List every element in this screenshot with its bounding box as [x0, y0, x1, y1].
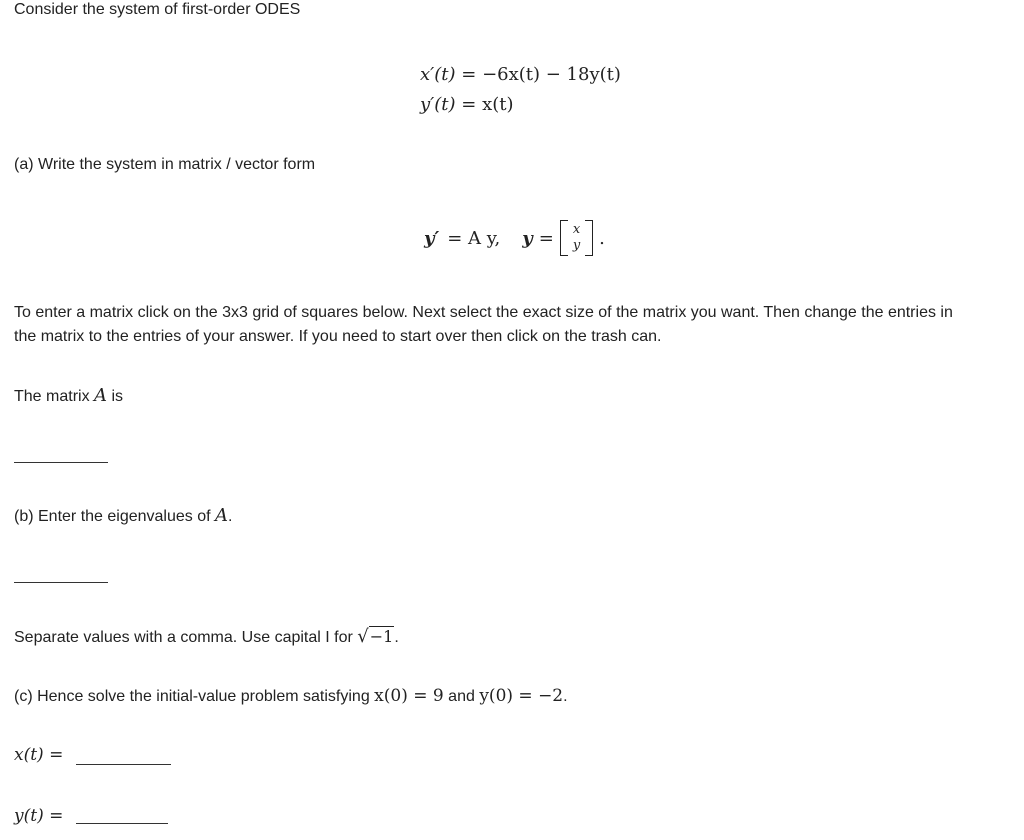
vector-bottom-entry: y: [572, 238, 581, 253]
matrix-symbol: A: [94, 385, 108, 406]
y-solution-blank[interactable]: [76, 823, 168, 824]
form-period: .: [599, 227, 605, 249]
matrix-instructions-line1: To enter a matrix click on the 3x3 grid of squares below. Next select the exact size of the matrix you want. Then change the entries in: [14, 304, 953, 321]
hint-pre: Separate values with a comma. Use capital I for: [14, 629, 353, 646]
part-c-and: and: [448, 688, 475, 705]
eq1-rhs: = −6x(t) − 18y(t): [461, 64, 621, 85]
vector-equals: =: [538, 227, 554, 249]
initial-condition-x: x(0) = 9: [374, 686, 444, 706]
eq1-lhs: x′(t): [420, 64, 456, 85]
form-lhs: y′: [424, 227, 440, 249]
right-bracket: [585, 220, 593, 256]
matrix-label-pre: The matrix: [14, 388, 90, 405]
part-b-prompt: [14, 506, 232, 527]
part-c-prompt: [14, 686, 568, 707]
eq2-lhs: y′(t): [420, 94, 456, 115]
eigenvalues-answer-blank[interactable]: [14, 582, 108, 583]
matrix-label: [14, 386, 123, 407]
x-solution-label: x(t) =: [14, 745, 64, 765]
vector-top-entry: x: [572, 222, 581, 237]
x-solution-blank[interactable]: [76, 764, 171, 765]
part-b-symbol: A: [215, 505, 229, 526]
hint-post: .: [394, 629, 399, 646]
column-vector: [560, 220, 593, 256]
sqrt-minus-one: √−1: [357, 626, 394, 647]
part-b-prompt-pre: (b) Enter the eigenvalues of: [14, 508, 211, 525]
eigenvalue-hint: [14, 627, 399, 648]
vector-name: y: [522, 227, 533, 249]
form-mid: = A y,: [447, 227, 501, 249]
intro-text: Consider the system of first-order ODES: [14, 1, 301, 18]
equation-x-prime: [420, 64, 621, 85]
part-a-prompt: (a) Write the system in matrix / vector form: [14, 156, 316, 173]
part-c-prompt-pre: (c) Hence solve the initial-value problem satisfying: [14, 688, 370, 705]
eq2-rhs: = x(t): [461, 94, 514, 115]
matrix-label-post: is: [111, 388, 124, 405]
initial-condition-y: y(0) = −2: [479, 686, 564, 706]
matrix-answer-blank[interactable]: [14, 462, 108, 463]
part-c-prompt-post: .: [563, 688, 568, 705]
part-b-prompt-post: .: [228, 508, 233, 525]
left-bracket: [560, 220, 568, 256]
matrix-vector-form: [424, 220, 605, 256]
radicand: −1: [369, 627, 394, 646]
matrix-instructions-line2: the matrix to the entries of your answer. If you need to start over then click on the trash can.: [14, 328, 662, 345]
equation-y-prime: [420, 94, 514, 115]
y-solution-label: y(t) =: [14, 806, 64, 826]
